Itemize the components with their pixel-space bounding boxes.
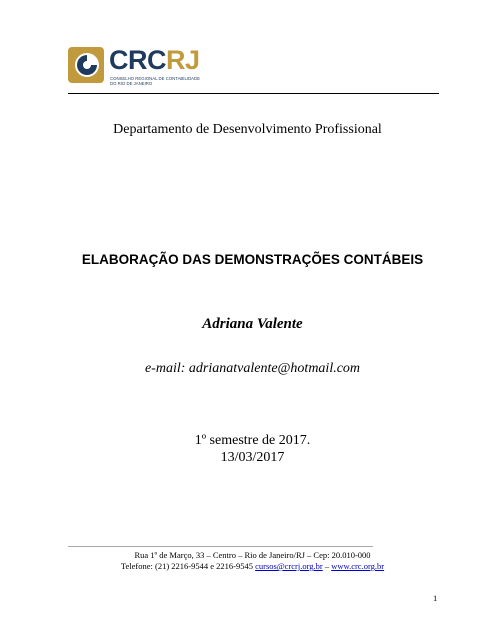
page-number: 1 <box>433 593 438 603</box>
footer-contact <box>0 561 495 572</box>
footer-address: Rua 1º de Março, 33 – Centro – Rio de Janeiro/RJ – Cep: 20.010-000 <box>134 550 371 560</box>
logo-word-crc: CRC <box>109 45 166 75</box>
department-name: Departamento de Desenvolvimento Profissional <box>113 122 382 137</box>
crcrj-logo-mark-icon <box>68 47 104 83</box>
date-text: 13/03/2017 <box>220 450 285 465</box>
logo-subtitle-line2: DO RIO DE JANEIRO <box>110 81 153 86</box>
semester-text: 1º semestre de 2017. <box>194 433 311 448</box>
author-email: e-mail: adrianatvalente@hotmail.com <box>144 361 361 376</box>
footer <box>0 550 495 572</box>
header-divider <box>68 93 439 94</box>
footer-website-link[interactable]: www.crc.org.br <box>331 561 385 571</box>
logo-subtitle-line1: CONSELHO REGIONAL DE CONTABILIDADE <box>110 76 201 81</box>
date-block <box>0 432 495 466</box>
logo-wordmark <box>109 45 200 75</box>
author-name: Adriana Valente <box>202 316 303 332</box>
footer-email-link[interactable]: cursos@crcrj.org.br <box>255 561 323 571</box>
logo-subtitle <box>110 76 200 86</box>
document-title: ELABORAÇÃO DAS DEMONSTRAÇÕES CONTÁBEIS <box>81 252 424 267</box>
logo-word-rj: RJ <box>166 45 200 75</box>
footer-divider <box>68 546 373 547</box>
footer-separator: – <box>322 561 332 571</box>
footer-phone: Telefone: (21) 2216-9544 e 2216-9545 <box>120 561 256 571</box>
